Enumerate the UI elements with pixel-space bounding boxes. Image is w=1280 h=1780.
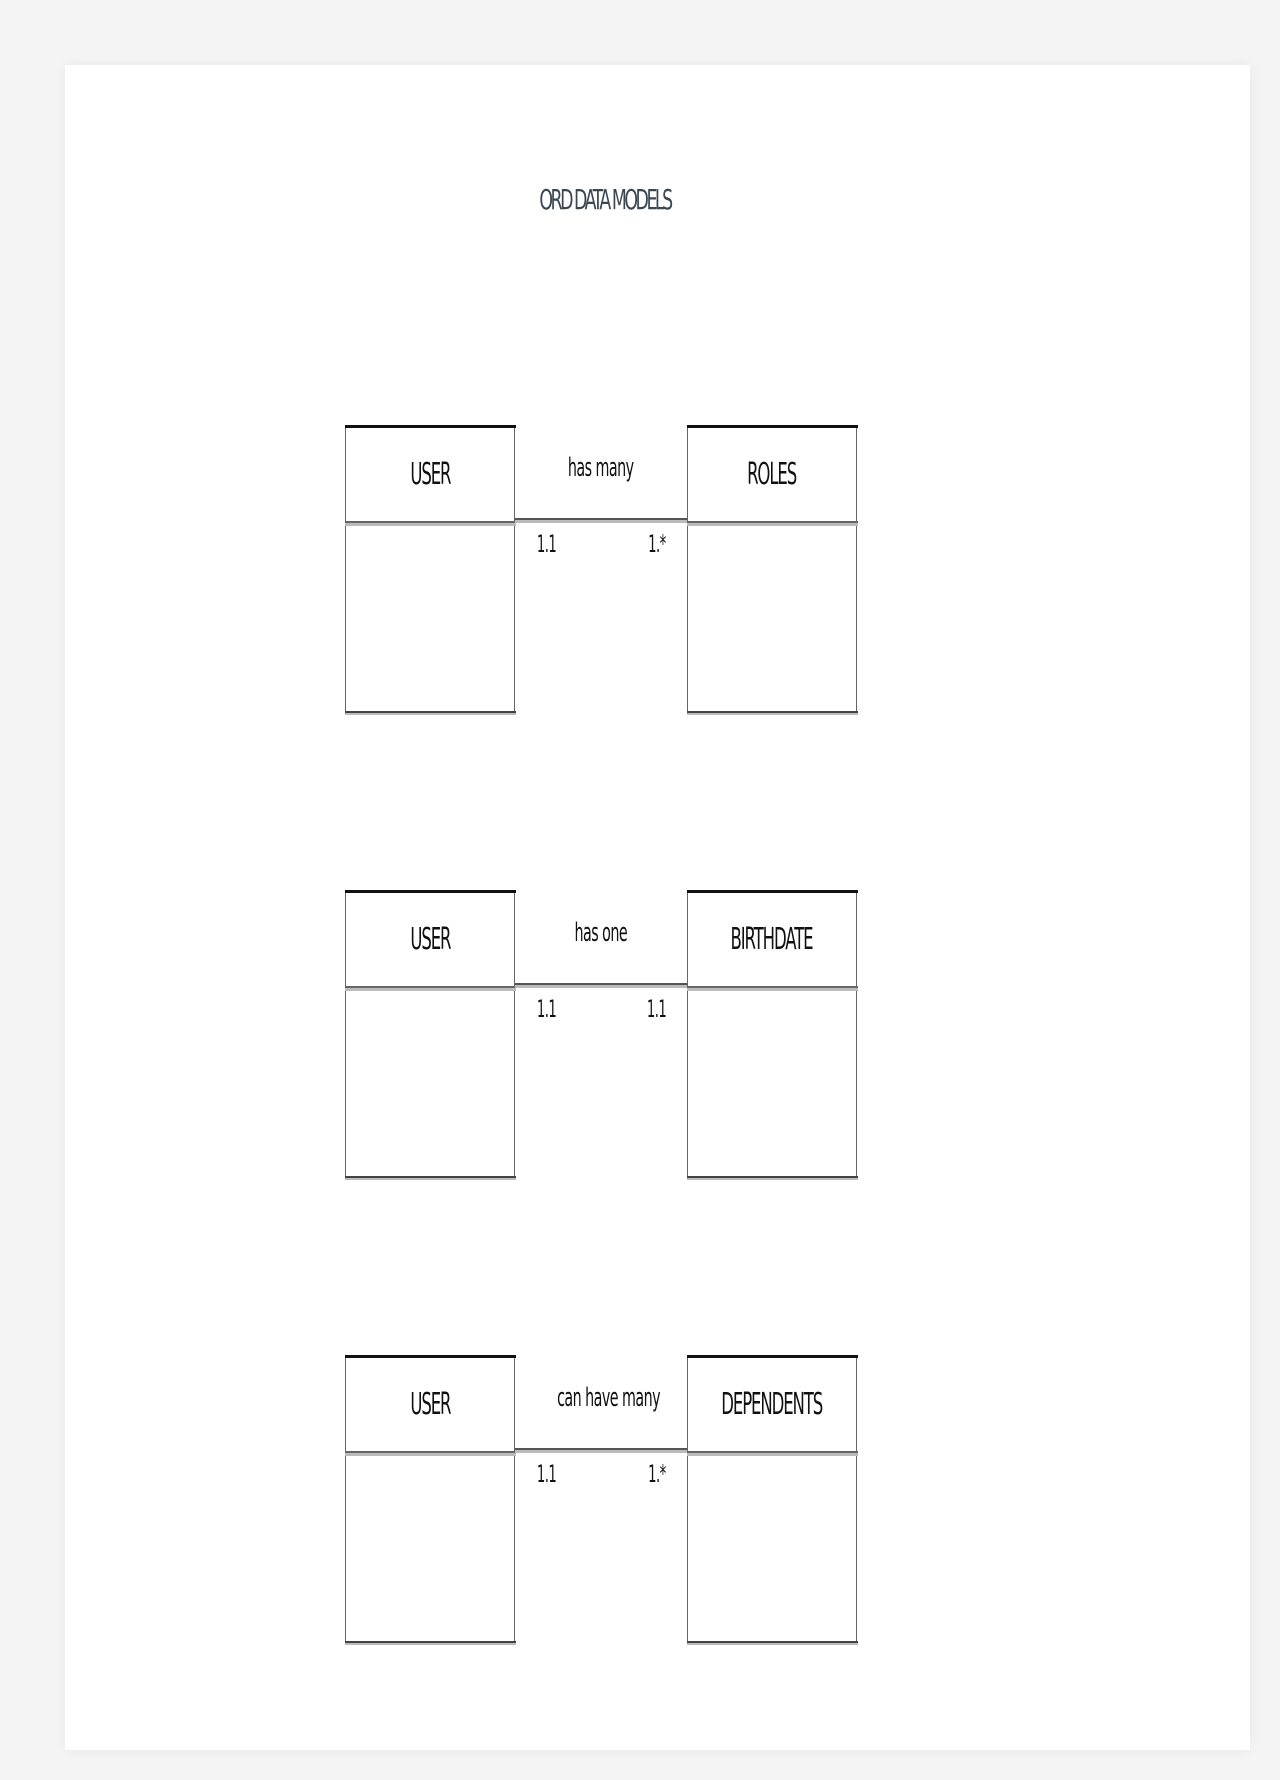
entity-name: USER: [409, 1387, 451, 1422]
entity-name: DEPENDENTS: [721, 1387, 823, 1422]
relationship-line[interactable]: [515, 1448, 687, 1453]
entity-divider: [687, 986, 858, 991]
entity-divider: [687, 1451, 858, 1456]
relationship-line[interactable]: [515, 983, 687, 988]
left-multiplicity: 1.1: [537, 995, 557, 1023]
entity-divider: [345, 521, 516, 526]
entity-user[interactable]: [345, 1355, 515, 1645]
relationship-label: can have many: [557, 1383, 661, 1413]
left-multiplicity: 1.1: [537, 1460, 557, 1488]
relationship-model-birthdate: [65, 890, 1250, 1190]
entity-header: [346, 1358, 514, 1451]
relationship-model-dependents: [65, 1355, 1250, 1655]
right-multiplicity: 1.*: [648, 1460, 666, 1488]
entity-user[interactable]: [345, 890, 515, 1180]
diagram-title: ORD DATA MODELS: [539, 183, 671, 216]
entity-user[interactable]: [345, 425, 515, 715]
entity-divider: [345, 986, 516, 991]
entity-bottom-border: [345, 711, 516, 715]
entity-header: [346, 428, 514, 521]
entity-bottom-border: [345, 1176, 516, 1180]
entity-bottom-border: [687, 711, 858, 715]
right-multiplicity: 1.1: [647, 995, 667, 1023]
entity-roles[interactable]: [687, 425, 857, 715]
entity-birthdate[interactable]: [687, 890, 857, 1180]
entity-bottom-border: [687, 1176, 858, 1180]
entity-name: USER: [409, 457, 451, 492]
relationship-line[interactable]: [515, 518, 687, 523]
entity-divider: [687, 521, 858, 526]
relationship-label: has many: [568, 453, 634, 483]
entity-name: USER: [409, 922, 451, 957]
entity-name: ROLES: [747, 457, 797, 492]
entity-name: BIRTHDATE: [731, 922, 813, 957]
entity-header: [688, 1358, 856, 1451]
entity-header: [688, 893, 856, 986]
entity-dependents[interactable]: [687, 1355, 857, 1645]
entity-bottom-border: [345, 1641, 516, 1645]
entity-header: [346, 893, 514, 986]
diagram-page: [65, 65, 1250, 1750]
left-multiplicity: 1.1: [537, 530, 557, 558]
relationship-label: has one: [574, 918, 628, 948]
relationship-model-roles: [65, 425, 1250, 725]
entity-bottom-border: [687, 1641, 858, 1645]
entity-divider: [345, 1451, 516, 1456]
entity-header: [688, 428, 856, 521]
right-multiplicity: 1.*: [648, 530, 666, 558]
